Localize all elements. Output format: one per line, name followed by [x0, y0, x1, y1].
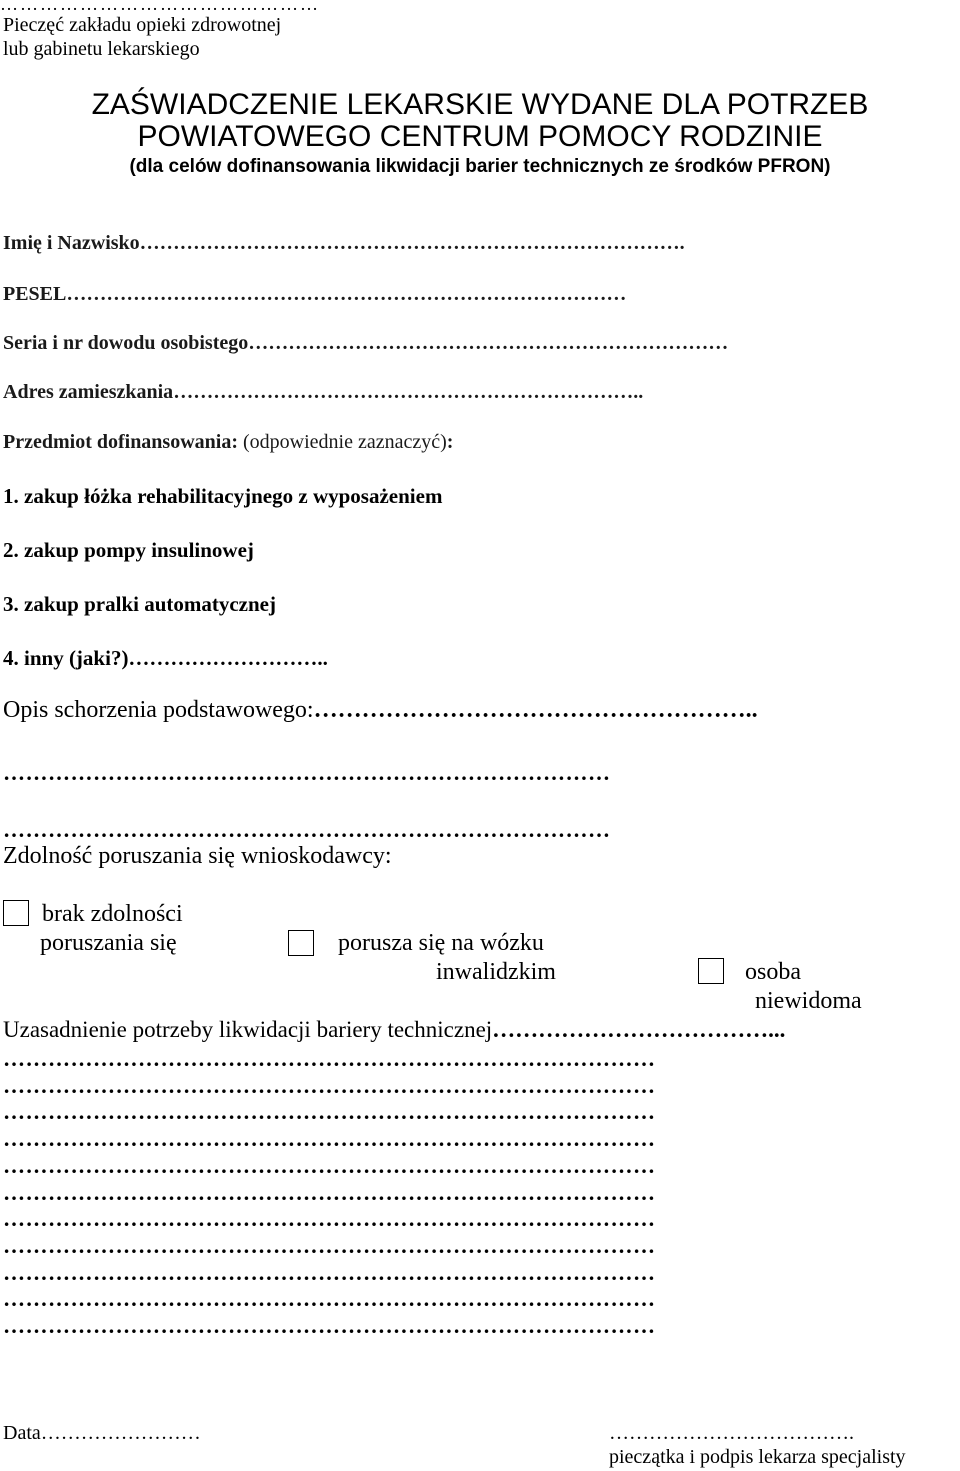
pesel-dots: …………………………………………………………………………: [66, 283, 627, 305]
checkbox-wheelchair-label-1: porusza się na wózku: [338, 930, 544, 956]
checkbox-no-mobility[interactable]: [3, 900, 29, 926]
id-card-label: Seria i nr dowodu osobistego: [3, 332, 249, 354]
address-label: Adres zamieszkania: [3, 381, 174, 403]
subject-heading: [3, 431, 453, 454]
subject-hint: (odpowiednie zaznaczyć): [238, 431, 447, 453]
pesel-label: PESEL: [3, 283, 67, 305]
date-field[interactable]: [3, 1422, 201, 1445]
justification-dots-line[interactable]: ……………………………………………………………………………: [3, 1179, 656, 1205]
checkbox-blind[interactable]: [698, 958, 724, 984]
justification-dots-line[interactable]: ……………………………………………………………………………: [3, 1126, 656, 1152]
checkbox-wheelchair[interactable]: [288, 930, 314, 956]
stamp-line-2: lub gabinetu lekarskiego: [3, 38, 200, 60]
id-card-dots: ………………………………………………………………: [248, 332, 729, 354]
justification-field[interactable]: [3, 1017, 785, 1043]
document-title-line-1: ZAŚWIADCZENIE LEKARSKIE WYDANE DLA POTRZEB: [91, 88, 869, 121]
justification-dots-line[interactable]: ……………………………………………………………………………: [3, 1099, 656, 1125]
justification-dots-line[interactable]: ……………………………………………………………………………: [3, 1072, 656, 1098]
option-1[interactable]: 1. zakup łóżka rehabilitacyjnego z wyposażeniem: [3, 484, 443, 508]
diagnosis-field[interactable]: [3, 697, 758, 724]
address-field[interactable]: [3, 381, 643, 404]
justification-dots-line[interactable]: ……………………………………………………………………………: [3, 1046, 656, 1071]
subject-colon: :: [446, 431, 454, 453]
checkbox-blind-label-1: osoba: [745, 959, 801, 985]
stamp-line-1: Pieczęć zakładu opieki zdrowotnej: [3, 14, 282, 36]
option-3[interactable]: 3. zakup pralki automatycznej: [3, 592, 276, 616]
mobility-heading: Zdolność poruszania się wnioskodawcy:: [3, 843, 392, 869]
checkbox-blind-label-2: niewidoma: [755, 988, 862, 1014]
option-4[interactable]: 4. inny (jaki?)………………………..: [3, 646, 328, 670]
name-label: Imię i Nazwisko: [3, 232, 140, 254]
diagnosis-dots-3[interactable]: ………………………………………………………………………: [3, 817, 611, 842]
name-dots: ……………………………………………………………………….: [139, 232, 685, 254]
address-dots: ……………………………………………………………..: [173, 381, 644, 403]
diagnosis-dots-1: ………………………………………………..: [313, 697, 758, 723]
justification-dots-line[interactable]: ……………………………………………………………………………: [3, 1286, 656, 1312]
name-field[interactable]: [3, 232, 685, 255]
signature-dots[interactable]: ……………………………….: [609, 1422, 854, 1444]
pesel-field[interactable]: [3, 283, 626, 306]
option-2[interactable]: 2. zakup pompy insulinowej: [3, 538, 254, 562]
justification-dots-line[interactable]: ……………………………………………………………………………: [3, 1152, 656, 1178]
diagnosis-dots-2[interactable]: ………………………………………………………………………: [3, 760, 611, 785]
checkbox-no-mobility-label-1: brak zdolności: [42, 901, 183, 927]
date-label: Data: [3, 1422, 41, 1444]
subject-label: Przedmiot dofinansowania:: [3, 431, 238, 453]
stamp-dots: …………………………………………: [0, 0, 320, 14]
justification-dots-line[interactable]: ……………………………………………………………………………: [3, 1313, 656, 1338]
document-subtitle: (dla celów dofinansowania likwidacji barier technicznych ze środków PFRON): [129, 156, 831, 177]
document-title-line-2: POWIATOWEGO CENTRUM POMOCY RODZINIE: [137, 120, 823, 153]
justification-dots-line[interactable]: ……………………………………………………………………………: [3, 1232, 656, 1258]
justification-dots-line[interactable]: ……………………………………………………………………………: [3, 1206, 656, 1232]
signature-label: pieczątka i podpis lekarza specjalisty: [609, 1446, 906, 1468]
id-card-field[interactable]: [3, 332, 728, 355]
diagnosis-label: Opis schorzenia podstawowego:: [3, 697, 314, 723]
date-dots: ……………………: [40, 1422, 201, 1444]
justification-dots-line[interactable]: ……………………………………………………………………………: [3, 1259, 656, 1285]
checkbox-wheelchair-label-2: inwalidzkim: [436, 959, 556, 985]
checkbox-no-mobility-label-2: poruszania się: [40, 930, 177, 956]
justification-label: Uzasadnienie potrzeby likwidacji bariery technicznej: [3, 1017, 493, 1042]
justification-dots-first: ………………………………...: [492, 1017, 786, 1042]
